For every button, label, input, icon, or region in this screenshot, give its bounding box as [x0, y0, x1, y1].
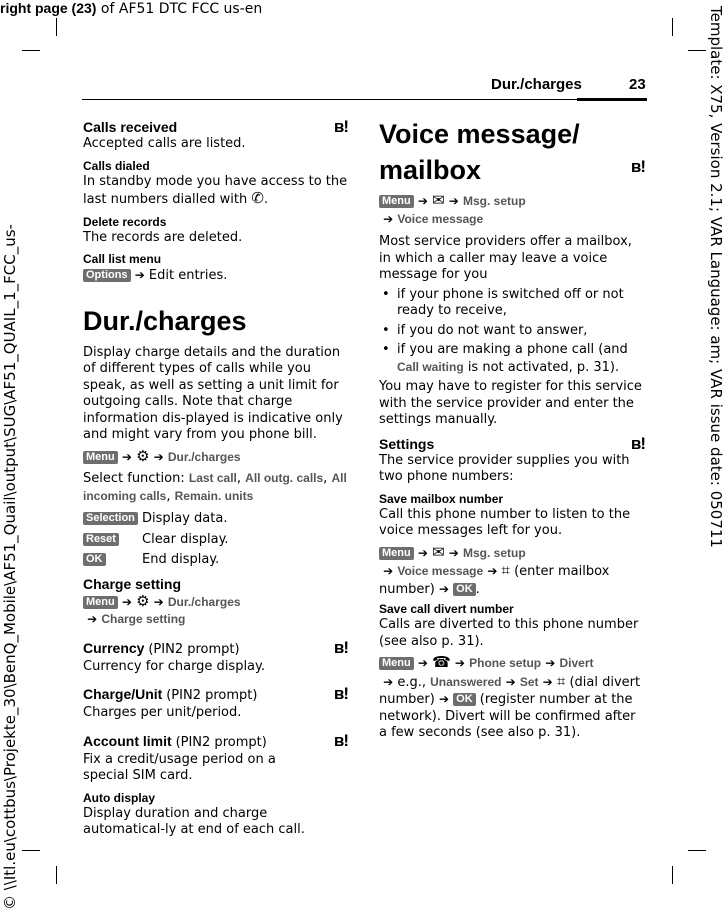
subsection-title: Call list menu [83, 252, 162, 266]
right-column [379, 116, 645, 742]
network-service-icon: ʙ! [333, 117, 348, 136]
chapter-heading: Dur./charges [83, 305, 247, 336]
section-title: Account limit (PIN2 prompt) ʙ! [83, 730, 348, 750]
file-path: © \\Itl.eu\cottbus\Projekte_30\BenQ_Mobile\AF51_Quail\output\SUG\AF51_QUAIL_1_FCC_us- [1, 224, 19, 910]
menu-path: Menu ➔ ⚙ ➔ Dur./charges [83, 448, 348, 467]
body-text: Calls are diverted to this phone number (see also p. 31). [379, 617, 639, 649]
envelope-icon: ✉ [432, 542, 445, 561]
template-info: Template: X75, Version 2.1; VAR Language: am; VAR issue date: 050711 [707, 6, 725, 548]
crop-mark [688, 850, 706, 851]
network-service-icon: ʙ! [333, 730, 348, 750]
body-text: The records are deleted. [83, 229, 243, 245]
phone-divert-icon: ☎ [432, 653, 451, 671]
body-text: You may have to register for this service with the service provider and enter the settings manually. [379, 379, 642, 427]
subsection-title: Delete records [83, 214, 167, 229]
body-text: Fix a credit/usage period on a special SIM card. [83, 751, 276, 783]
body-text: Select function: Last call, All outg. calls, All incoming calls, Remain. units [83, 471, 347, 504]
body-text: Display charge details and the duration of different types of calls while you speak, as well as setting a unit limit for outgoing calls. Note that charge information dis-played is indicative only and might vary from you phone bill. [83, 344, 343, 442]
body-text: Charges per unit/period. [83, 705, 242, 720]
menu-path: Menu ➔ ☎ ➔ Phone setup ➔ Divert ➔ e.g., Unanswered ➔ Set ➔ ⌗ (dial divert number) ➔ OK (register number at the network). Divert will be confirmed after a few seconds (see also p. 31). [379, 653, 641, 740]
key-function-row: Selection Display data. [83, 511, 348, 528]
body-text: Accepted calls are listed. [83, 136, 246, 151]
setup-icon: ⚙ [136, 591, 150, 610]
subsection-title: Save call divert number [379, 602, 514, 616]
key-function-row: OK End display. [83, 552, 348, 569]
chapter-heading: Voice message/ mailbox ʙ! [379, 119, 645, 185]
body-text: The service provider supplies you with two phone numbers: [379, 452, 630, 484]
envelope-icon: ✉ [432, 191, 445, 209]
section-title: Charge setting [83, 575, 182, 592]
body-text: Call this phone number to listen to the voice messages left for you. [379, 506, 631, 538]
network-service-icon: ʙ! [630, 157, 645, 176]
section-title: Settings ʙ! [379, 433, 645, 453]
softkey-label: Options [83, 269, 131, 282]
list-item: • if your phone is switched off or not ready to receive, [379, 287, 645, 320]
list-item: • if you do not want to answer, [379, 323, 645, 340]
header-rule-thick [577, 98, 647, 101]
menu-path: Menu ➔ ✉ ➔ Msg. setup ➔ Voice message ➔ ⌗ (enter mailbox number) ➔ OK . [379, 542, 610, 597]
subsection-title: Auto display [83, 790, 156, 805]
bullet-list [379, 287, 645, 377]
crop-mark [672, 18, 673, 36]
menu-path: Menu ➔ ⚙ ➔ Dur./charges ➔ Charge setting [83, 593, 348, 629]
section-title: Currency (PIN2 prompt) ʙ! [83, 637, 348, 657]
crop-mark [56, 866, 57, 884]
network-service-icon: ʙ! [630, 433, 645, 453]
call-key-icon: ✆ [251, 189, 264, 207]
body-text: Display duration and charge automatical-ly at end of each call. [83, 805, 305, 837]
key-function-row: Reset Clear display. [83, 532, 348, 549]
network-service-icon: ʙ! [333, 684, 348, 703]
crop-mark [22, 850, 40, 851]
setup-icon: ⚙ [136, 446, 150, 465]
print-page-label: right page (23) of AF51 DTC FCC us-en [0, 0, 263, 17]
network-service-icon: ʙ! [333, 637, 348, 657]
left-column [83, 118, 348, 839]
body-text: In standby mode you have access to the last numbers dialled with ✆. [83, 173, 348, 207]
body-text: Most service providers offer a mailbox, in which a caller may leave a voice message for you [379, 234, 632, 282]
keypad-icon: ⌗ [501, 561, 510, 579]
crop-mark [688, 50, 706, 51]
header-rule [82, 99, 577, 100]
body-text: Options ➔ Edit entries. [83, 267, 348, 285]
subsection-title: Calls dialed [83, 158, 150, 173]
section-title: Charge/Unit (PIN2 prompt) ʙ! [83, 684, 348, 703]
list-item: • if you are making a phone call (and Call waiting is not activated, p. 31). [379, 342, 645, 376]
body-text: Currency for charge display. [83, 658, 265, 674]
crop-mark [22, 50, 40, 51]
crop-mark [672, 866, 673, 884]
running-header-title: Dur./charges [491, 76, 582, 93]
section-title: Calls received ʙ! [83, 117, 348, 136]
subsection-title: Save mailbox number [379, 491, 504, 506]
menu-path: Menu ➔ ✉ ➔ Msg. setup ➔ Voice message [379, 192, 645, 228]
page-number: 23 [629, 76, 646, 93]
crop-mark [56, 18, 57, 36]
keypad-icon: ⌗ [556, 671, 566, 690]
